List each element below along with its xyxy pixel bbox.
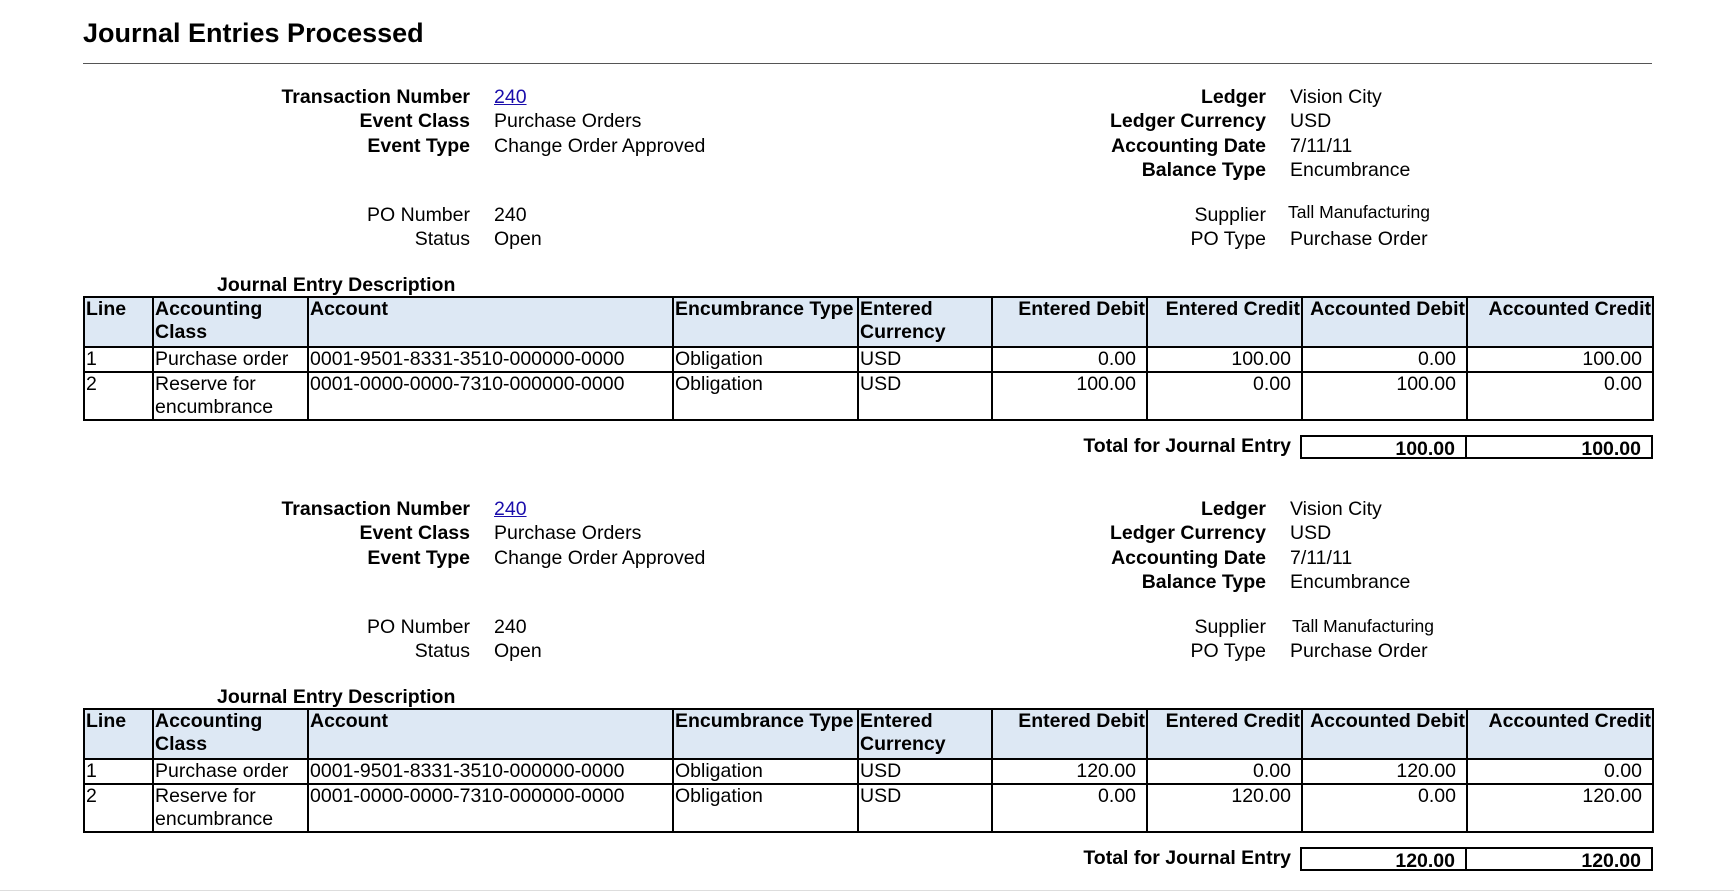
total-accounted-debit: 120.00: [1300, 847, 1467, 871]
supplier-row: [0, 203, 1266, 227]
ledger-currency-row: [0, 521, 1266, 545]
col-accounting-class: Accounting Class: [153, 297, 308, 347]
cell-currency: USD: [858, 784, 992, 832]
event-type-value: Change Order Approved: [494, 135, 706, 157]
table-row: [84, 372, 1653, 420]
cell-accounted-debit: 100.00: [1302, 372, 1467, 420]
event-class-label: Event Class: [359, 522, 470, 544]
ledger-currency-value: USD: [1290, 522, 1332, 544]
ledger-value: Vision City: [1290, 86, 1382, 108]
ledger-currency-label: Ledger Currency: [1109, 522, 1266, 544]
accounting-date-label: Accounting Date: [1111, 547, 1266, 569]
accounting-date-row: [0, 134, 1266, 158]
ledger-value: Vision City: [1290, 498, 1382, 520]
transaction-number-label: Transaction Number: [281, 498, 470, 520]
cell-accounting-class: Reserve for encumbrance: [153, 784, 308, 832]
cell-currency: USD: [858, 347, 992, 372]
balance-type-value: Encumbrance: [1290, 571, 1411, 593]
page-bottom-divider: [0, 890, 1734, 891]
event-class-value: Purchase Orders: [494, 522, 642, 544]
col-account: Account: [308, 297, 673, 347]
status-value: Open: [494, 640, 542, 662]
cell-currency: USD: [858, 759, 992, 784]
col-accounting-class: Accounting Class: [153, 709, 308, 759]
cell-accounted-credit: 0.00: [1467, 759, 1653, 784]
total-accounted-credit: 100.00: [1465, 435, 1653, 459]
cell-entered-debit: 100.00: [992, 372, 1147, 420]
cell-accounting-class: Purchase order: [153, 759, 308, 784]
balance-type-label: Balance Type: [1141, 159, 1266, 181]
col-accounted-debit: Accounted Debit: [1302, 709, 1467, 759]
cell-entered-debit: 0.00: [992, 347, 1147, 372]
event-type-value: Change Order Approved: [494, 547, 706, 569]
ledger-label: Ledger: [1200, 498, 1266, 520]
cell-line: 1: [84, 759, 153, 784]
cell-accounted-credit: 0.00: [1467, 372, 1653, 420]
col-encumbrance-type: Encumbrance Type: [673, 297, 858, 347]
cell-accounted-debit: 0.00: [1302, 784, 1467, 832]
col-line: Line: [84, 709, 153, 759]
cell-entered-credit: 120.00: [1147, 784, 1302, 832]
ledger-currency-row: [0, 109, 1266, 133]
balance-type-row: [0, 158, 1266, 182]
cell-account: 0001-9501-8331-3510-000000-0000: [308, 759, 673, 784]
accounting-date-label: Accounting Date: [1111, 135, 1266, 157]
total-label: Total for Journal Entry: [1083, 435, 1291, 457]
cell-accounted-debit: 120.00: [1302, 759, 1467, 784]
cell-line: 1: [84, 347, 153, 372]
cell-accounted-credit: 100.00: [1467, 347, 1653, 372]
supplier-row: [0, 615, 1266, 639]
event-class-label: Event Class: [359, 110, 470, 132]
transaction-number-label: Transaction Number: [281, 86, 470, 108]
col-entered-debit: Entered Debit: [992, 297, 1147, 347]
transaction-number-link[interactable]: 240: [494, 86, 527, 108]
status-value: Open: [494, 228, 542, 250]
col-entered-credit: Entered Credit: [1147, 709, 1302, 759]
page-title: Journal Entries Processed: [83, 18, 424, 48]
cell-entered-debit: 0.00: [992, 784, 1147, 832]
po-number-value: 240: [494, 204, 527, 226]
cell-entered-credit: 0.00: [1147, 372, 1302, 420]
col-entered-credit: Entered Credit: [1147, 297, 1302, 347]
cell-accounted-debit: 0.00: [1302, 347, 1467, 372]
col-accounted-credit: Accounted Credit: [1467, 297, 1653, 347]
supplier-value: Tall Manufacturing: [1288, 202, 1431, 222]
cell-accounting-class: Reserve for encumbrance: [153, 372, 308, 420]
supplier-label: Supplier: [1194, 616, 1266, 638]
table-header-row: [84, 297, 1653, 347]
po-type-row: [0, 227, 1266, 251]
status-label: Status: [414, 640, 470, 662]
accounting-date-value: 7/11/11: [1290, 547, 1353, 569]
po-type-value: Purchase Order: [1290, 640, 1428, 662]
total-row: [0, 435, 1291, 459]
col-line: Line: [84, 297, 153, 347]
total-row: [0, 847, 1291, 871]
cell-entered-debit: 120.00: [992, 759, 1147, 784]
total-accounted-credit: 120.00: [1465, 847, 1653, 871]
cell-encumbrance-type: Obligation: [673, 759, 858, 784]
col-entered-currency: Entered Currency: [858, 297, 992, 347]
journal-lines-table: [83, 296, 1654, 421]
po-number-label: PO Number: [367, 616, 470, 638]
cell-accounted-credit: 120.00: [1467, 784, 1653, 832]
table-row: [84, 784, 1653, 832]
cell-line: 2: [84, 784, 153, 832]
po-type-label: PO Type: [1190, 640, 1266, 662]
cell-encumbrance-type: Obligation: [673, 784, 858, 832]
total-accounted-debit: 100.00: [1300, 435, 1467, 459]
col-accounted-credit: Accounted Credit: [1467, 709, 1653, 759]
po-type-label: PO Type: [1190, 228, 1266, 250]
title-divider: [83, 63, 1652, 64]
ledger-label: Ledger: [1200, 86, 1266, 108]
supplier-label: Supplier: [1194, 204, 1266, 226]
ledger-row: [0, 497, 1266, 521]
balance-type-row: [0, 570, 1266, 594]
journal-entry-description-label: Journal Entry Description: [217, 686, 456, 708]
journal-entry-description-label: Journal Entry Description: [217, 274, 456, 296]
table-row: [84, 759, 1653, 784]
ledger-row: [0, 85, 1266, 109]
col-accounted-debit: Accounted Debit: [1302, 297, 1467, 347]
po-number-value: 240: [494, 616, 527, 638]
po-type-value: Purchase Order: [1290, 228, 1428, 250]
accounting-date-row: [0, 546, 1266, 570]
col-account: Account: [308, 709, 673, 759]
col-entered-currency: Entered Currency: [858, 709, 992, 759]
cell-line: 2: [84, 372, 153, 420]
ledger-currency-value: USD: [1290, 110, 1332, 132]
cell-account: 0001-0000-0000-7310-000000-0000: [308, 784, 673, 832]
cell-account: 0001-0000-0000-7310-000000-0000: [308, 372, 673, 420]
cell-encumbrance-type: Obligation: [673, 372, 858, 420]
cell-entered-credit: 0.00: [1147, 759, 1302, 784]
po-number-label: PO Number: [367, 204, 470, 226]
status-label: Status: [414, 228, 470, 250]
col-entered-debit: Entered Debit: [992, 709, 1147, 759]
total-label: Total for Journal Entry: [1083, 847, 1291, 869]
event-type-label: Event Type: [367, 135, 470, 157]
journal-lines-table: [83, 708, 1654, 833]
transaction-number-link[interactable]: 240: [494, 498, 527, 520]
event-class-value: Purchase Orders: [494, 110, 642, 132]
event-type-label: Event Type: [367, 547, 470, 569]
table-header-row: [84, 709, 1653, 759]
cell-entered-credit: 100.00: [1147, 347, 1302, 372]
cell-currency: USD: [858, 372, 992, 420]
cell-accounting-class: Purchase order: [153, 347, 308, 372]
balance-type-label: Balance Type: [1141, 571, 1266, 593]
cell-account: 0001-9501-8331-3510-000000-0000: [308, 347, 673, 372]
accounting-date-value: 7/11/11: [1290, 135, 1353, 157]
supplier-value: Tall Manufacturing: [1292, 616, 1435, 636]
cell-encumbrance-type: Obligation: [673, 347, 858, 372]
col-encumbrance-type: Encumbrance Type: [673, 709, 858, 759]
po-type-row: [0, 639, 1266, 663]
balance-type-value: Encumbrance: [1290, 159, 1411, 181]
ledger-currency-label: Ledger Currency: [1109, 110, 1266, 132]
table-row: [84, 347, 1653, 372]
